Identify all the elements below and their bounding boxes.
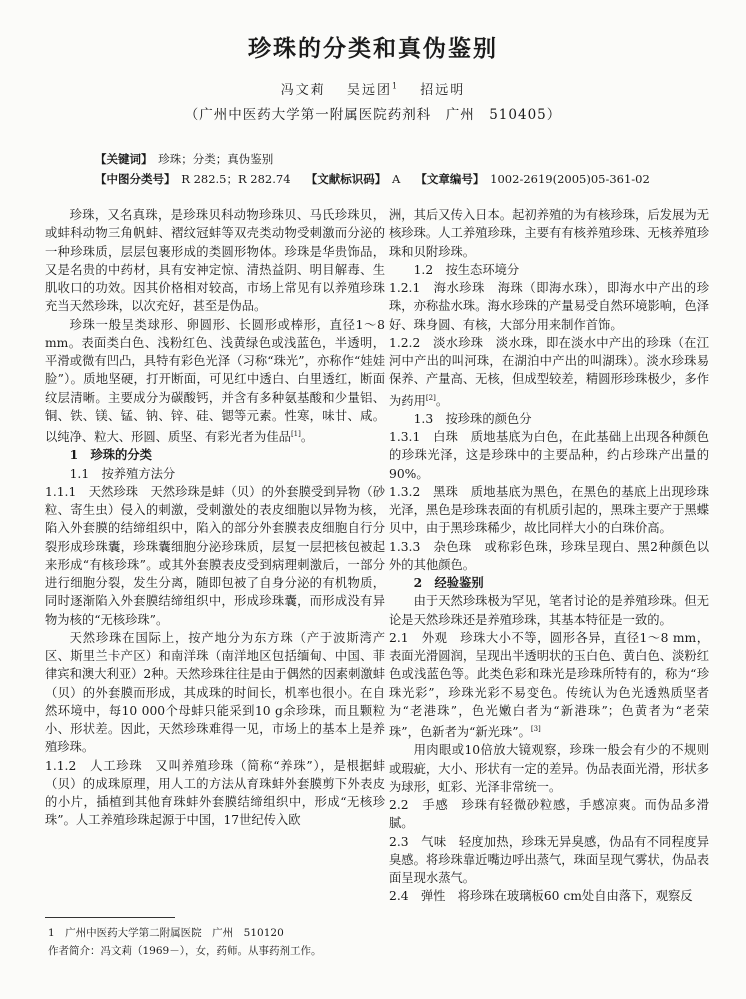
author-affil-mark: 1: [391, 81, 400, 91]
keywords-label: 【关键词】: [95, 152, 147, 166]
paragraph: 用肉眼或10倍放大镜观察，珍珠一般会有少的不规则或瑕疵，大小、形状有一定的差异。伪品表面光滑，形状多为球形，虹彩、光泽非常统一。: [389, 743, 709, 794]
subsection-heading: 1.2 按生态环境分: [413, 262, 520, 277]
right-column: [389, 206, 709, 906]
subsection-heading: 1.1 按养殖方法分: [69, 466, 176, 481]
clc-label: 【中图分类号】: [95, 172, 170, 186]
paragraph: 由于天然珍珠极为罕见，笔者讨论的是养殖珍珠。但无论是天然珍珠还是养殖珍珠，其基本特征是一致的。: [389, 594, 709, 627]
author-name: 吴远团: [346, 83, 392, 98]
classification-line: [95, 170, 650, 188]
paragraph: 2.4 弹性 将珍珠在玻璃板60 cm处自由落下，观察反: [389, 889, 693, 904]
paragraph: 珍珠，又名真珠，是珍珠贝科动物珍珠贝、马氏珍珠贝，或蚌科动物三角帆蚌、褶纹冠蚌等双壳类动物受刺激而分泌的一种珍珠质，层层包裹形成的类圆形物体。珍珠是华贵饰品，又是名贵的中药材，具有安神定惊、清热益阴、明目解毒、生肌收口的功效。因其价格相对较高，市场上常见有以养殖珍珠充当天然珍珠，以次充好，甚至是伪品。: [45, 208, 385, 314]
citation-ref: [3]: [530, 725, 541, 734]
author-bio: 作者简介：冯文莉（1969－），女，药师。从事药剂工作。: [48, 945, 322, 957]
citation-ref: [1]: [290, 430, 301, 438]
footnote-divider: [45, 917, 175, 918]
paragraph: 珍珠一般呈类球形、卵圆形、长圆形或棒形，直径1～8 mm。表面类白色、浅粉红色、浅黄绿色或浅蓝色，半透明，平滑或微有凹凸，具特有彩色光泽（习称“珠光”，亦称作“娃娃脸”）。质地坚硬，打开断面，可见红中透白、白里透红，断面纹层清晰。主要成分为碳酸钙，并含有多种氨基酸和少量铝、铜、铁、镁、锰、钠、锌、硅、锶等元素。性寒，味甘、咸。以纯净、粒大、形圆、质坚、有彩光者为佳品[1]。: [45, 317, 385, 445]
section-heading: 1 珍珠的分类: [69, 447, 152, 463]
author-line: [0, 79, 746, 98]
clc-code: R 282.5；R 282.74: [181, 172, 291, 186]
left-column: [45, 206, 385, 830]
section-heading: 2 经验鉴别: [413, 575, 484, 591]
paragraph: 2.1 外观 珍珠大小不等，圆形各异，直径1～8 mm，表面光滑圆润，呈现出半透明状的玉白色、黄白色、淡粉红色或浅蓝色等。此类色彩和珠光是珍珠所特有的，称为“珍珠光彩”，珍珠光彩不易变色。传统认为色光透熟质坚者为“老港珠”，色光嫩白者为“新港珠”；色黄者为“老荣珠”，色新者为“新光珠”。[3]: [389, 630, 709, 740]
paragraph: 1.2.2 淡水珍珠 淡水珠，即在淡水中产出的珍珠（在江河中产出的叫河珠，在湖泊中产出的叫湖珠）。淡水珍珠易保养、产量高、无核，但成型较差，精圆形珍珠极少，多作为药用[2]。: [389, 335, 709, 408]
keywords-line: [95, 150, 273, 168]
subsection-heading: 1.3 按珍珠的颜色分: [413, 411, 532, 426]
paragraph: 1.3.3 杂色珠 或称彩色珠，珍珠呈现白、黑2种颜色以外的其他颜色。: [389, 539, 709, 572]
paragraph: 1.3.2 黑珠 质地基底为黑色，在黑色的基底上出现珍珠光泽，黑色是珍珠表面的有机质引起的，黑珠主要产于黑蝶贝中，由于黑珍珠稀少，故比同样大小的白珠价高。: [389, 484, 709, 536]
article-no-label: 【文章编号】: [415, 172, 479, 186]
doc-code: A: [391, 172, 401, 186]
paragraph: 洲，其后又传入日本。起初养殖的为有核珍珠，后发展为无核珍珠。人工养殖珍珠，主要有有核养殖珍珠、无核养殖珍珠和贝附珍珠。: [389, 208, 709, 259]
paragraph: 1.1.2 人工珍珠 又叫养殖珍珠（简称“养珠”），是根据蚌（贝）的成珠原理，用人工的方法从育珠蚌外套膜剪下外表皮的小片，插植到其他育珠蚌外套膜结缔组织中，形成“无核珍珠”。人工养殖珍珠起源于中国，17世纪传入欧: [45, 758, 385, 828]
author-name: 招远明: [420, 83, 466, 98]
paragraph: 1.2.1 海水珍珠 海珠（即海水珠），即海水中产出的珍珠，亦称盐水珠。海水珍珠的产量易受自然环境影响，色泽好、珠身圆、有核，大部分用来制作首饰。: [389, 281, 709, 332]
paragraph: 2.2 手感 珍珠有轻微砂粒感，手感凉爽。而伪品多滑腻。: [389, 798, 709, 831]
paragraph: 1.3.1 白珠 质地基底为白色，在此基础上出现各种颜色的珍珠光泽，这是珍珠中的主要品种，约占珍珠产出量的90%。: [389, 430, 709, 481]
doc-code-label: 【文献标识码】: [305, 172, 381, 186]
paragraph: 2.3 气味 轻度加热，珍珠无异臭感，伪品有不同程度异臭感。将珍珠靠近嘴边呼出蒸气，珠面呈现气雾状，伪品表面呈现水蒸气。: [389, 834, 709, 886]
article-title: 珍珠的分类和真伪鉴别: [248, 35, 498, 62]
footnote: 1 广州中医药大学第二附属医院 广州 510120: [48, 927, 284, 939]
keywords: 珍珠；分类；真伪鉴别: [158, 152, 274, 166]
citation-ref: [2]: [425, 393, 436, 402]
paragraph: 天然珍珠在国际上，按产地分为东方珠（产于波斯湾产区、斯里兰卡产区）和南洋珠（南洋地区包括缅甸、中国、菲律宾和澳大利亚）2种。天然珍珠往往是由于偶然的因素刺激蚌（贝）的外套膜而形成，其成珠的时间长，机率也很小。在自然环境中，每10 000个母蚌只能采到10 g余珍珠，而且颗粒小、形状差。因此，天然珍珠难得一见，市场上的基本上是养殖珍珠。: [45, 630, 385, 755]
article-no: 1002-2619(2005)05-361-02: [490, 172, 650, 186]
affiliation: （广州中医药大学第一附属医院药剂科 广州 510405）: [184, 107, 562, 123]
author-name: 冯文莉: [280, 83, 326, 98]
paragraph: 1.1.1 天然珍珠 天然珍珠是蚌（贝）的外套膜受到异物（砂粒、寄生虫）侵入的刺激，受刺激处的表皮细胞以异物为核，陷入外套膜的结缔组织中，陷入的部分外套膜表皮细胞自行分裂形成珍珠囊，珍珠囊细胞分泌珍珠质，层复一层把核包被起来形成“有核珍珠”。或其外套膜表皮受到病理刺激后，一部分进行细胞分裂，发生分离，随即包被了自身分泌的有机物质，同时逐渐陷入外套膜结缔组织中，形成珍珠囊，而形成没有异物为核的“无核珍珠”。: [45, 484, 385, 627]
